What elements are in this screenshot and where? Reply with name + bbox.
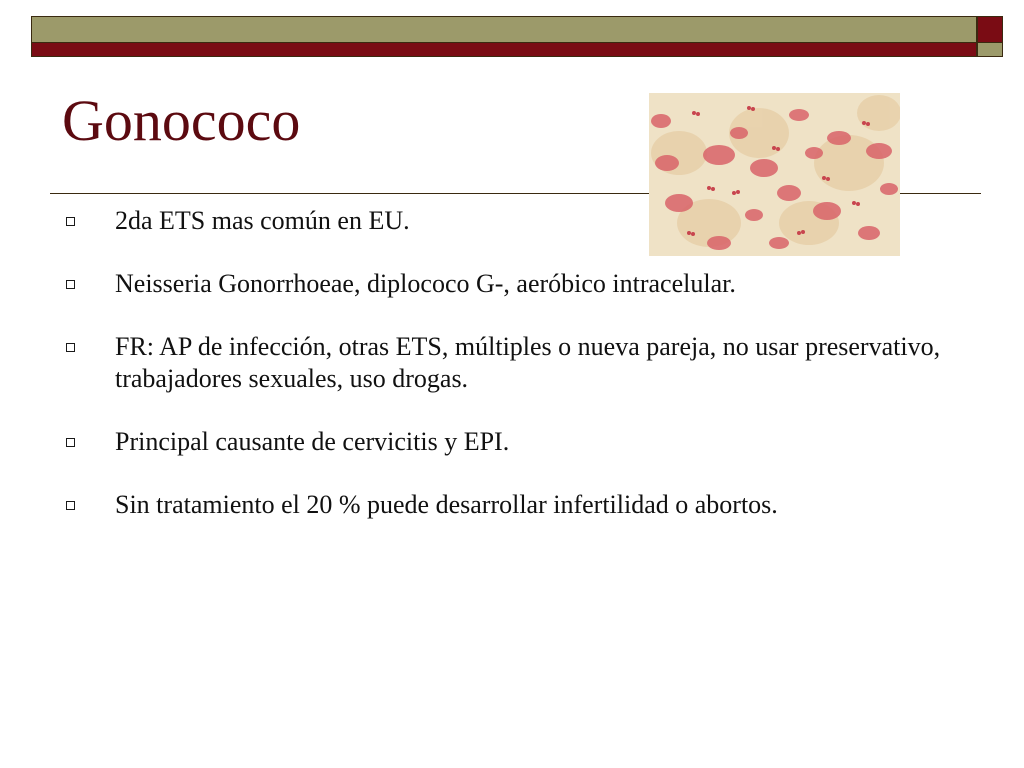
corner-olive-square <box>978 43 1002 56</box>
header-corner-block <box>977 16 1003 57</box>
bullet-text: Neisseria Gonorrhoeae, diplococo G-, aeróbico intracelular. <box>115 269 736 298</box>
header-decoration-bar <box>31 16 977 57</box>
bullet-text: 2da ETS mas común en EU. <box>115 206 410 235</box>
square-bullet-icon <box>66 217 75 226</box>
corner-maroon-square <box>978 17 1002 43</box>
bullet-item <box>62 205 967 237</box>
square-bullet-icon <box>66 438 75 447</box>
square-bullet-icon <box>66 280 75 289</box>
square-bullet-icon <box>66 343 75 352</box>
bullet-item <box>62 426 967 458</box>
bullet-list <box>62 205 967 552</box>
bullet-item <box>62 268 967 300</box>
square-bullet-icon <box>66 501 75 510</box>
bullet-item <box>62 489 967 521</box>
header-olive-stripe <box>32 17 976 43</box>
bullet-text: Sin tratamiento el 20 % puede desarrollar infertilidad o abortos. <box>115 490 778 519</box>
bullet-item <box>62 331 967 395</box>
bullet-text: FR: AP de infección, otras ETS, múltiples o nueva pareja, no usar preservativo, trabajadores sexuales, uso drogas. <box>115 332 941 393</box>
header-maroon-stripe <box>32 43 976 56</box>
slide-title: Gonococo <box>62 88 301 153</box>
bullet-text: Principal causante de cervicitis y EPI. <box>115 427 510 456</box>
